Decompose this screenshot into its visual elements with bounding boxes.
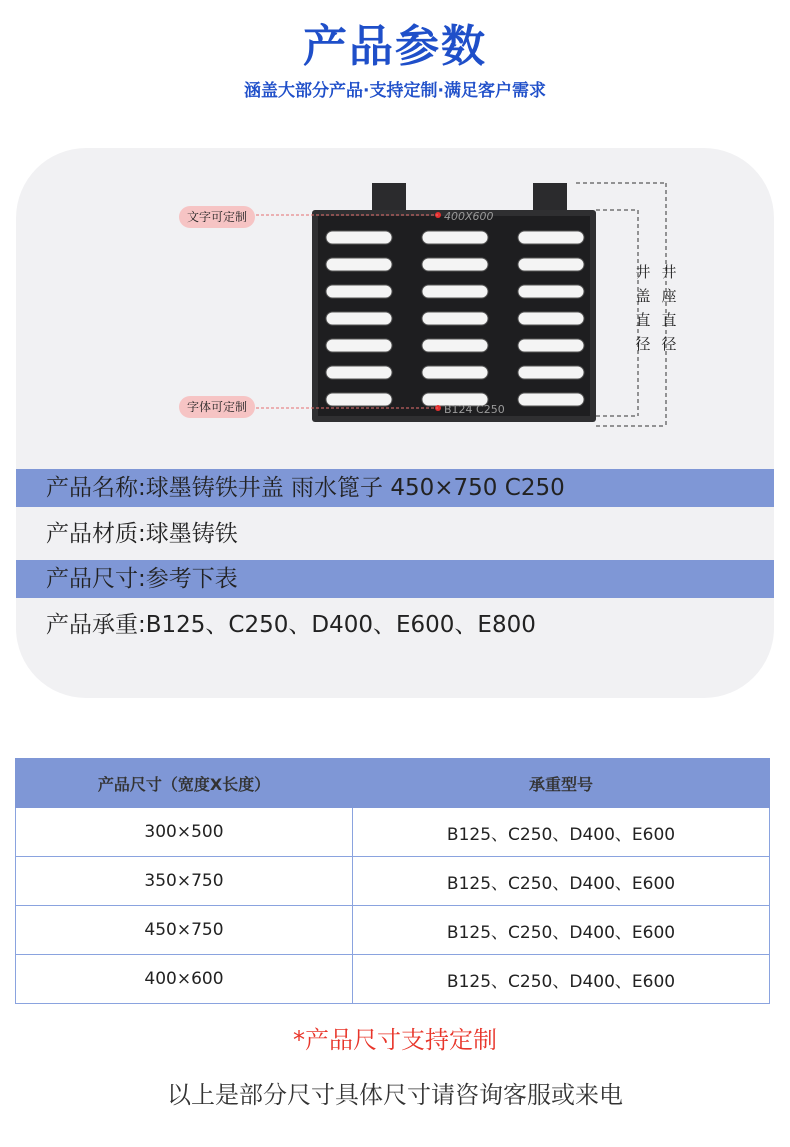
seat-char: 井	[661, 263, 677, 281]
grate-slot	[326, 366, 392, 379]
table-cell-size: 400×600	[16, 955, 353, 1004]
text-custom-tag: 文字可定制	[179, 206, 255, 228]
table-cell-size: 350×750	[16, 857, 353, 906]
table-header-size: 产品尺寸（宽度X长度）	[16, 759, 353, 808]
info-name-row: 产品名称:球墨铸铁井盖 雨水篦子 450×750 C250	[16, 469, 774, 507]
cover-diameter-label	[633, 260, 653, 356]
product-card	[16, 148, 774, 698]
grate-slot	[326, 231, 392, 244]
grate-slot	[518, 393, 584, 406]
info-load-row: 产品承重:B125、C250、D400、E600、E800	[46, 612, 536, 638]
size-spec-table	[15, 758, 770, 1004]
table-cell-size: 300×500	[16, 808, 353, 857]
custom-size-note: *产品尺寸支持定制	[293, 1026, 497, 1054]
grate-slot	[326, 312, 392, 325]
seat-char: 直	[661, 311, 677, 329]
grate-slot	[326, 393, 392, 406]
table-cell-size: 450×750	[16, 906, 353, 955]
cover-char: 径	[635, 335, 651, 353]
info-size-row: 产品尺寸:参考下表	[16, 560, 774, 598]
table-row	[16, 808, 770, 857]
grate-slot	[422, 366, 488, 379]
grate-slot	[326, 285, 392, 298]
table-cell-load: B125、C250、D400、E600	[353, 906, 770, 955]
table-header-load: 承重型号	[353, 759, 770, 808]
grate-slot	[326, 339, 392, 352]
cover-char: 盖	[635, 287, 651, 305]
grate-slot	[518, 231, 584, 244]
page-title: 产品参数	[303, 21, 487, 72]
table-cell-load: B125、C250、D400、E600	[353, 955, 770, 1004]
seat-char: 座	[661, 287, 677, 305]
seat-char: 径	[661, 335, 677, 353]
grate-slot	[518, 312, 584, 325]
table-header-row	[16, 759, 770, 808]
grate-slot	[518, 285, 584, 298]
table-row	[16, 955, 770, 1004]
seat-diameter-label	[659, 260, 679, 356]
table-row	[16, 857, 770, 906]
grate-slot	[518, 339, 584, 352]
grate-slot	[518, 366, 584, 379]
page-subtitle: 涵盖大部分产品·支持定制·满足客户需求	[244, 81, 546, 101]
font-custom-tag: 字体可定制	[179, 396, 255, 418]
grate-slot	[518, 258, 584, 271]
grate-top-marking: 400X600	[444, 210, 494, 223]
table-row	[16, 906, 770, 955]
grate-slot	[422, 312, 488, 325]
footer-text: 以上是部分尺寸具体尺寸请咨询客服或来电	[167, 1081, 623, 1109]
grate-bottom-marking: B124 C250	[444, 403, 505, 416]
cover-char: 直	[635, 311, 651, 329]
table-cell-load: B125、C250、D400、E600	[353, 857, 770, 906]
grate-slot	[422, 258, 488, 271]
grate-slot	[422, 285, 488, 298]
grate-slot	[422, 339, 488, 352]
grate-slot	[422, 231, 488, 244]
cover-char: 井	[635, 263, 651, 281]
table-cell-load: B125、C250、D400、E600	[353, 808, 770, 857]
info-material-row: 产品材质:球墨铸铁	[46, 521, 238, 547]
grate-slot	[326, 258, 392, 271]
